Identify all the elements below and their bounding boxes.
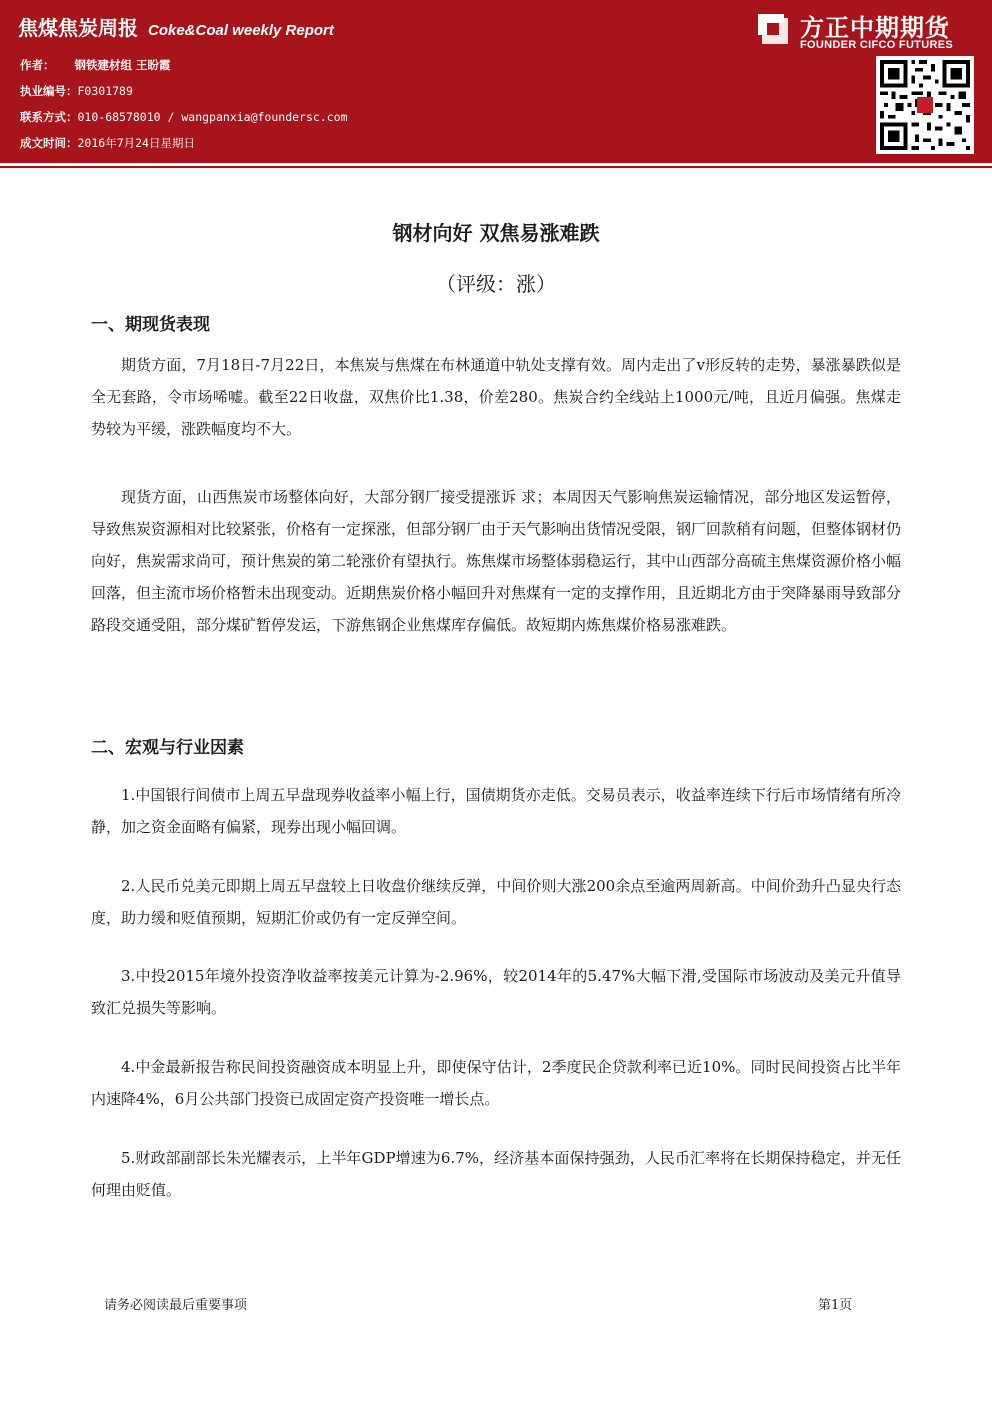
- license-label: 执业编号：: [20, 84, 78, 98]
- report-title: [18, 12, 334, 41]
- author-label: 作者：: [20, 58, 55, 72]
- date-label: 成文时间：: [20, 136, 78, 150]
- date-line: [20, 135, 195, 151]
- paragraph: 3.中投2015年境外投资净收益率按美元计算为-2.96%，较2014年的5.47%大幅下滑,受国际市场波动及美元升值导致汇兑损失等影响。: [91, 967, 901, 1017]
- license-value: F0301789: [77, 84, 133, 98]
- header-divider: [0, 166, 992, 168]
- company-logo: [754, 8, 978, 56]
- page-number: 第1页: [818, 1298, 853, 1313]
- author-value: 钢铁建材组 王盼霞: [74, 58, 171, 72]
- report-header: [0, 0, 992, 163]
- paragraph: 期货方面，7月18日-7月22日，本焦炭与焦煤在布林通道中轨处支撑有效。周内走出了v形反转的走势，暴涨暴跌似是全无套路，令市场唏嘘。截至22日收盘，双焦价比1.38，价差280。焦炭合约全线站上1000元/吨，且近月偏强。焦煤走势较为平缓，涨跌幅度均不大。: [91, 356, 901, 438]
- report-title-en: Coke&Coal weekly Report: [148, 22, 334, 39]
- paragraph: 2.人民币兑美元即期上周五早盘较上日收盘价继续反弹，中间价则大涨200余点至逾两周新高。中间价劲升凸显央行态度，助力缓和贬值预期，短期汇价或仍有一定反弹空间。: [91, 877, 901, 927]
- paragraph: 1.中国银行间债市上周五早盘现券收益率小幅上行，国债期货亦走低。交易员表示，收益率连续下行后市场情绪有所冷静，加之资金面略有偏紧，现券出现小幅回调。: [91, 786, 901, 836]
- author-line: [20, 57, 171, 73]
- contact-value: 010-68578010 / wangpanxia@foundersc.com: [77, 110, 348, 124]
- section-heading-2: 二、宏观与行业因素: [91, 738, 244, 758]
- paragraph: 5.财政部副部长朱光耀表示，上半年GDP增速为6.7%，经济基本面保持强劲，人民币汇率将在长期保持稳定，并无任何理由贬值。: [91, 1149, 901, 1199]
- founder-logo-icon: [754, 10, 792, 48]
- qr-code-icon: [876, 56, 974, 154]
- section-heading-1: 一、期现货表现: [91, 315, 210, 335]
- contact-label: 联系方式：: [20, 110, 78, 124]
- document-title: 钢材向好 双焦易涨难跌: [392, 221, 600, 245]
- paragraph: 4.中金最新报告称民间投资融资成本明显上升，即使保守估计，2季度民企贷款利率已近10%。同时民间投资占比半年内速降4%，6月公共部门投资已成固定资产投资唯一增长点。: [91, 1058, 901, 1108]
- company-name-cn: 方正中期期货: [800, 14, 950, 42]
- date-value: 2016年7月24日星期日: [77, 136, 195, 150]
- document-rating: （评级：涨）: [436, 272, 556, 296]
- contact-line: [20, 109, 348, 125]
- report-title-cn: 焦煤焦炭周报: [18, 16, 138, 40]
- company-name-en: FOUNDER CIFCO FUTURES: [800, 39, 953, 51]
- footer-notice: 请务必阅读最后重要事项: [104, 1298, 248, 1313]
- license-line: [20, 83, 133, 99]
- paragraph: 现货方面，山西焦炭市场整体向好，大部分钢厂接受提涨诉 求；本周因天气影响焦炭运输情况，部分地区发运暂停，导致焦炭资源相对比较紧张，价格有一定探涨，但部分钢厂由于天气影响出货情况受限，钢厂回款稍有问题，但整体钢材仍向好，焦炭需求尚可，预计焦炭的第二轮涨价有望执行。炼焦煤市场整体弱稳运行，其中山西部分高硫主焦煤资源价格小幅回落，但主流市场价格暂未出现变动。近期焦炭价格小幅回升对焦煤有一定的支撑作用，且近期北方由于突降暴雨导致部分路段交通受阻，部分煤矿暂停发运，下游焦钢企业焦煤库存偏低。故短期内炼焦煤价格易涨难跌。: [91, 488, 902, 634]
